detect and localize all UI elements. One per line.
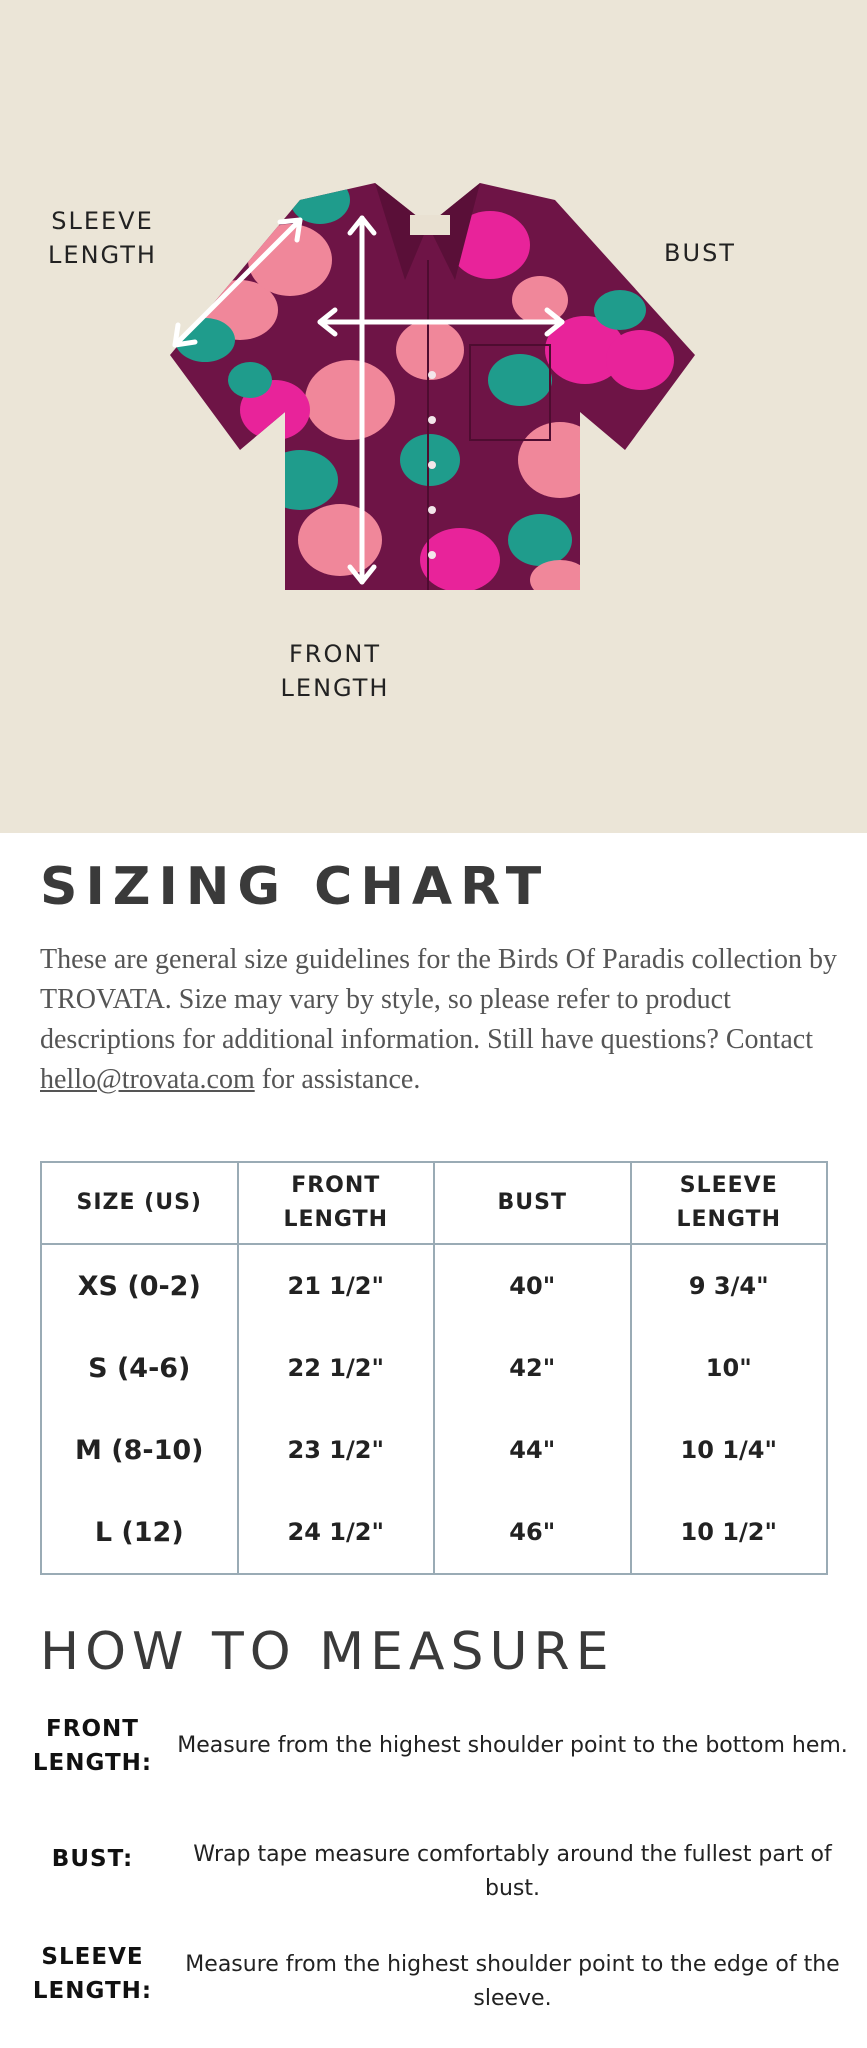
table-row <box>41 1244 827 1327</box>
measure-term: FRONT LENGTH: <box>32 1716 153 1776</box>
measure-term: BUST: <box>51 1846 134 1872</box>
cell-sleeve-length: 9 3/4" <box>631 1244 828 1327</box>
bust-label: BUST <box>664 239 736 267</box>
cell-size: M (8-10) <box>41 1409 238 1491</box>
cell-bust: 44" <box>434 1409 631 1491</box>
sleeve-length-label: SLEEVE LENGTH <box>48 207 157 269</box>
table-header-row <box>41 1162 827 1244</box>
measure-item-front-length <box>20 1712 850 1784</box>
sizing-chart-title: SIZING CHART <box>40 857 550 917</box>
intro-text-end: for assistance. <box>254 1064 421 1095</box>
cell-sleeve-length: 10" <box>631 1327 828 1409</box>
table-row <box>41 1327 827 1409</box>
header-size: SIZE (US) <box>41 1162 238 1244</box>
cell-sleeve-length: 10 1/4" <box>631 1409 828 1491</box>
how-to-measure-title: HOW TO MEASURE <box>40 1622 615 1682</box>
measure-desc: Wrap tape measure comfortably around the fullest part of bust. <box>193 1842 832 1901</box>
header-sleeve-length: SLEEVE LENGTH <box>631 1162 828 1244</box>
measure-desc: Measure from the highest shoulder point to the edge of the sleeve. <box>185 1952 840 2011</box>
front-length-label: FRONT LENGTH <box>280 640 390 702</box>
measure-term: SLEEVE LENGTH: <box>32 1944 153 2004</box>
table-row <box>41 1491 827 1574</box>
cell-bust: 42" <box>434 1327 631 1409</box>
header-bust: BUST <box>434 1162 631 1244</box>
measure-item-bust <box>20 1838 850 1910</box>
cell-bust: 46" <box>434 1491 631 1574</box>
cell-bust: 40" <box>434 1244 631 1327</box>
table-row <box>41 1409 827 1491</box>
header-front-length: FRONT LENGTH <box>238 1162 435 1244</box>
cell-front-length: 22 1/2" <box>238 1327 435 1409</box>
cell-size: L (12) <box>41 1491 238 1574</box>
cell-front-length: 24 1/2" <box>238 1491 435 1574</box>
sizing-intro <box>40 940 840 1100</box>
shirt-label <box>410 215 450 235</box>
cell-front-length: 21 1/2" <box>238 1244 435 1327</box>
intro-text: These are general size guidelines for the Birds Of Paradis collection by TROVATA. Size may vary by style, so please refer to product descriptions for additional information. Still have questions? Contact <box>40 944 837 1055</box>
measure-desc: Measure from the highest shoulder point to the bottom hem. <box>177 1733 848 1758</box>
cell-size: S (4-6) <box>41 1327 238 1409</box>
product-image-area <box>0 0 867 833</box>
cell-sleeve-length: 10 1/2" <box>631 1491 828 1574</box>
cell-size: XS (0-2) <box>41 1244 238 1327</box>
cell-front-length: 23 1/2" <box>238 1409 435 1491</box>
shirt-illustration <box>0 0 867 833</box>
measure-item-sleeve-length <box>20 1940 850 2012</box>
contact-email-link[interactable]: hello@trovata.com <box>40 1064 255 1095</box>
sizing-table <box>40 1161 828 1575</box>
